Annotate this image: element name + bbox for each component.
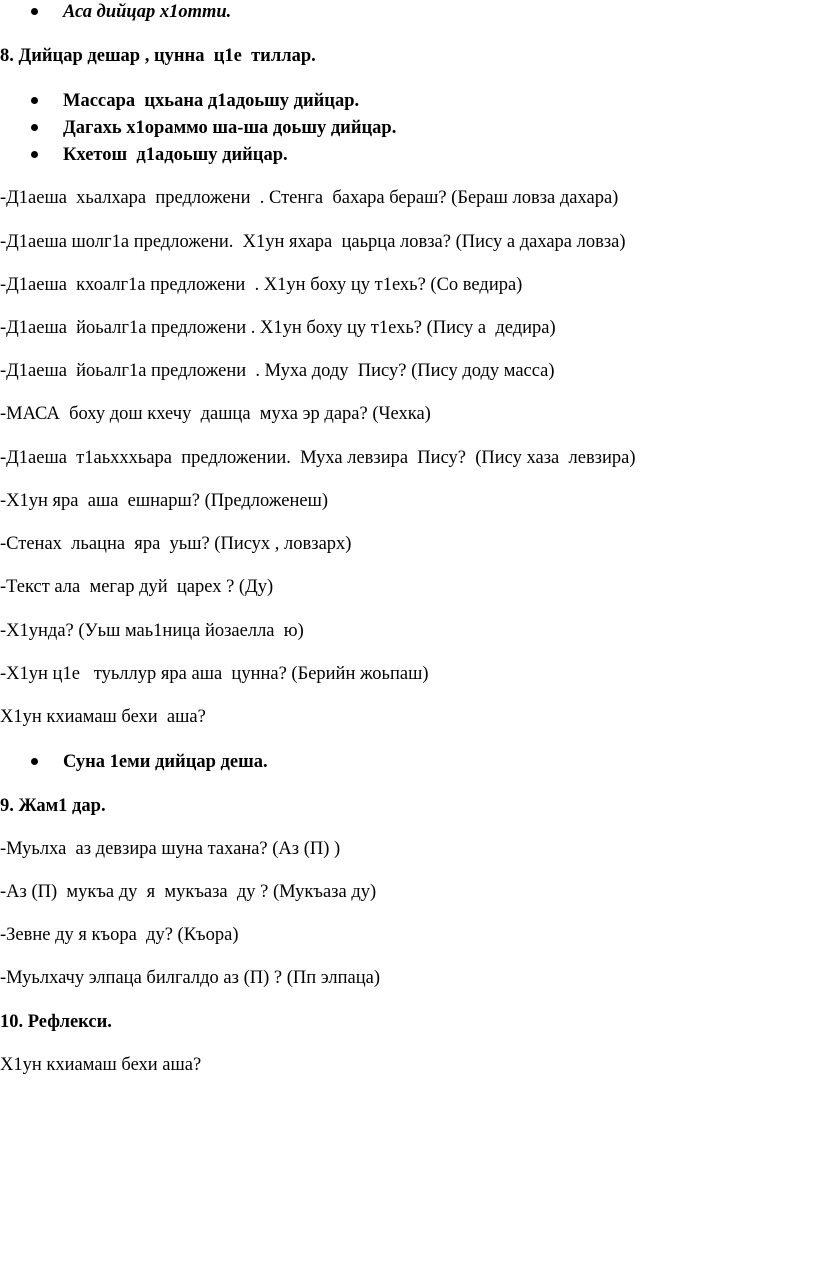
list-item — [0, 89, 800, 113]
list-item-text: Суна 1еми дийцар деша. — [63, 752, 268, 772]
text-line: -Д1аеша т1аьхххьара предложении. Муха левзира Пису? (Пису хаза левзира) — [0, 448, 636, 468]
list-item — [0, 0, 800, 24]
list-item-text: Дагахь х1ораммо ша-ша доьшу дийцар. — [63, 118, 397, 138]
text-line: Х1ун кхиамаш бехи аша? — [0, 707, 206, 727]
text-line: -Д1аеша шолг1а предложени. Х1ун яхара цаьрца ловза? (Пису а дахара ловза) — [0, 232, 626, 252]
bullet-icon — [31, 758, 38, 765]
text-line: -Д1аеша йоьалг1а предложени . Х1ун боху цу т1ехь? (Пису а дедира) — [0, 318, 556, 338]
section-heading: 10. Рефлекси. — [0, 1012, 112, 1032]
text-line: -Текст ала мегар дуй царех ? (Ду) — [0, 577, 274, 597]
text-line: -Зевне ду я къора ду? (Къора) — [0, 925, 239, 945]
text-line: -МАСА боху дош кхечу дашца муха эр дара? (Чехка) — [0, 404, 431, 424]
text-line: -Муьлха аз девзира шуна тахана? (Аз (П) ) — [0, 839, 341, 859]
text-line: -Муьлхачу элпаца билгалдо аз (П) ? (Пп элпаца) — [0, 968, 380, 988]
bullet-icon — [31, 124, 38, 131]
list-item — [0, 143, 800, 167]
text-line: -Д1аеша кхоалг1а предложени . Х1ун боху цу т1ехь? (Со ведира) — [0, 275, 523, 295]
text-line: -Х1ун ц1е туьллур яра аша цунна? (Берийн жоьпаш) — [0, 664, 429, 684]
list-item-text: Кхетош д1адоьшу дийцар. — [63, 145, 288, 165]
section-heading: 9. Жам1 дар. — [0, 796, 106, 816]
text-line: -Х1ун яра аша ешнарш? (Предложенеш) — [0, 491, 329, 511]
list-item — [0, 116, 800, 140]
text-line: -Д1аеша хьалхара предложени . Стенга бахара бераш? (Бераш ловза дахара) — [0, 188, 619, 208]
list-item-text: Массара цхьана д1адоьшу дийцар. — [63, 91, 360, 111]
bullet-icon — [31, 97, 38, 104]
text-line: -Аз (П) мукъа ду я мукъаза ду ? (Мукъаза ду) — [0, 882, 377, 902]
section-heading: 8. Дийцар дешар , цунна ц1е тиллар. — [0, 46, 316, 66]
list-item-text: Аса дийцар х1отти. — [63, 2, 232, 22]
text-line: -Стенах льацна яра уьш? (Писух , ловзарх) — [0, 534, 352, 554]
text-line: -Х1унда? (Уьш маь1ница йозаелла ю) — [0, 621, 304, 641]
bullet-icon — [31, 8, 38, 15]
text-line: Х1ун кхиамаш бехи аша? — [0, 1055, 202, 1075]
text-line: -Д1аеша йоьалг1а предложени . Муха доду Пису? (Пису доду масса) — [0, 361, 555, 381]
bullet-icon — [31, 151, 38, 158]
list-item — [0, 750, 800, 774]
